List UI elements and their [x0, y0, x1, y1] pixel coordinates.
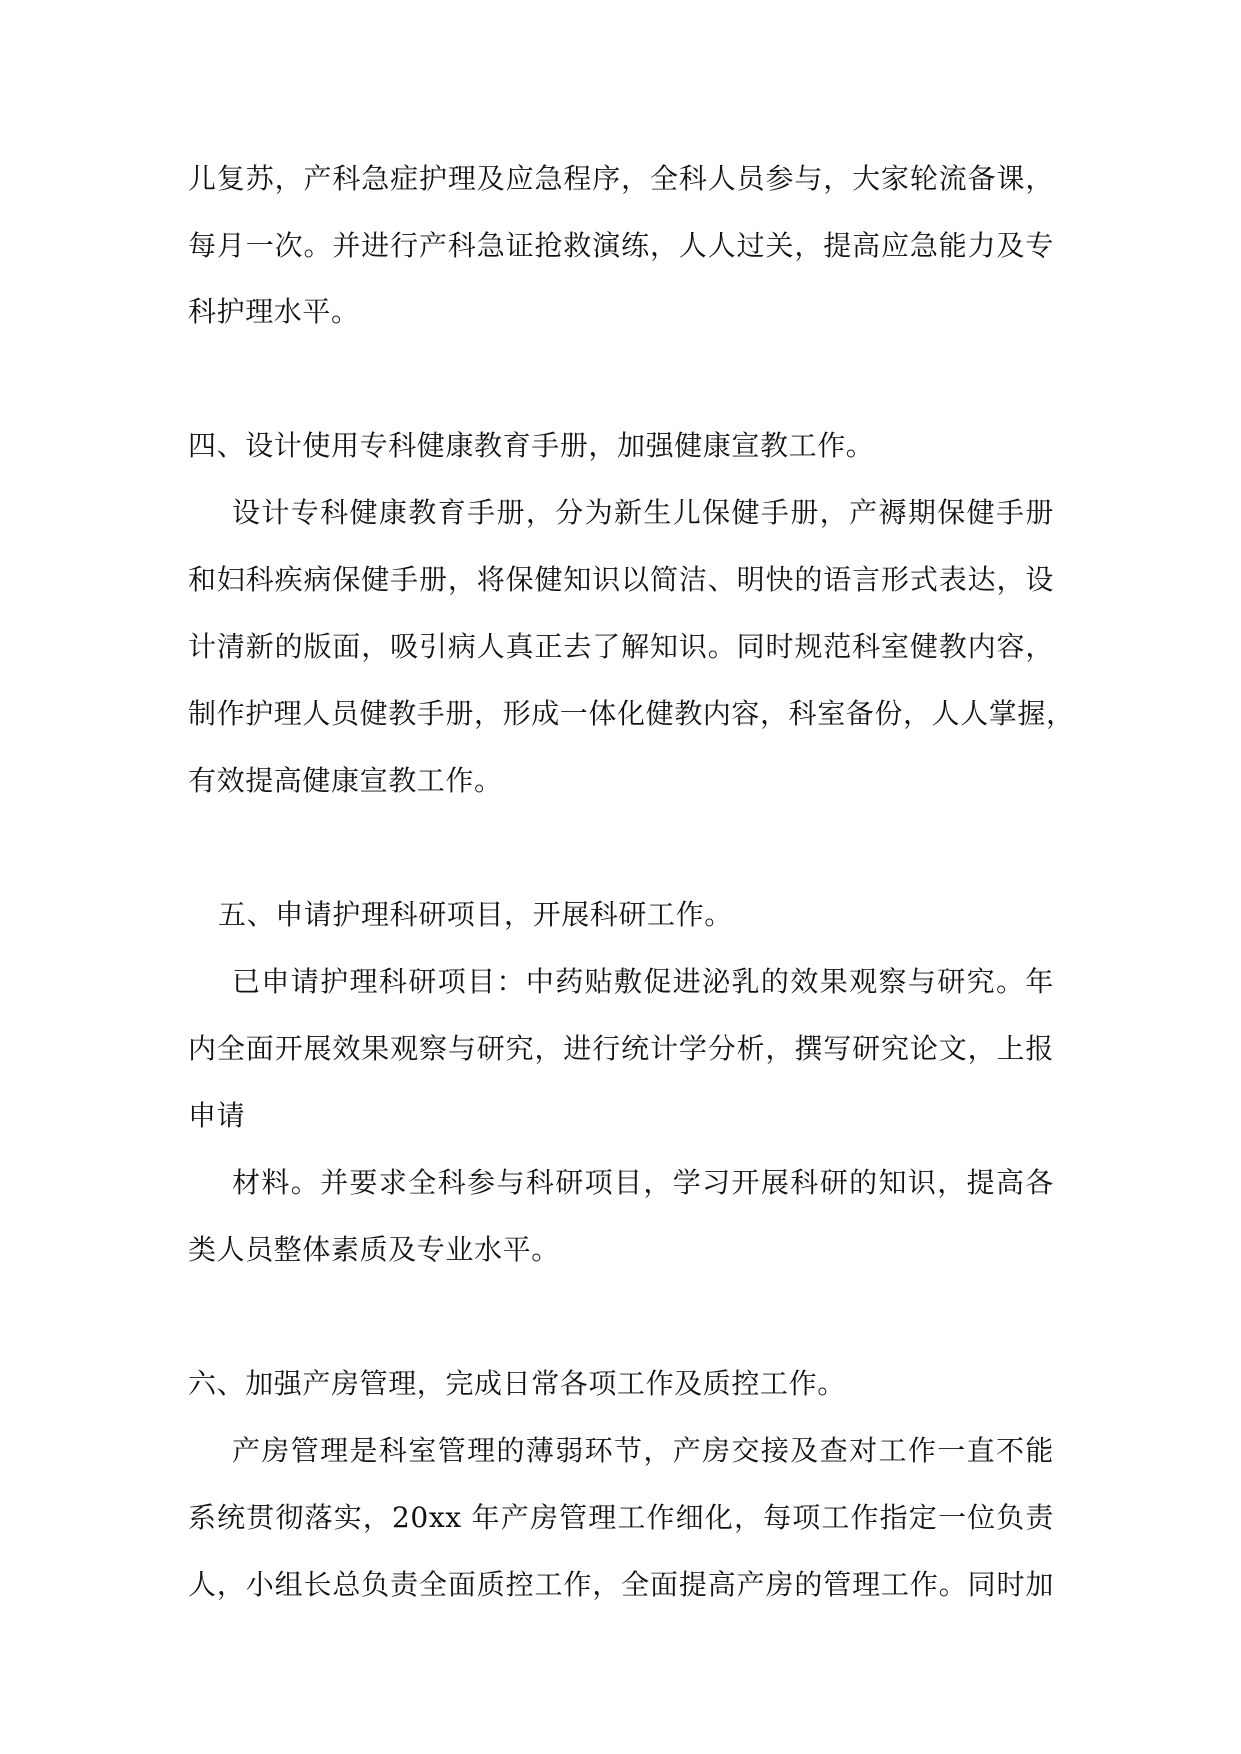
- paragraph-line: 材料。并要求全科参与科研项目，学习开展科研的知识，提高各: [232, 1166, 1054, 1199]
- paragraph-line: 科护理水平。: [188, 295, 360, 328]
- paragraph-line: 申请: [188, 1099, 246, 1132]
- paragraph-line: 系统贯彻落实，20xx 年产房管理工作细化，每项工作指定一位负责: [188, 1501, 1054, 1534]
- paragraph-line: 内全面开展效果观察与研究，进行统计学分析，撰写研究论文，上报: [188, 1032, 1054, 1065]
- paragraph-line: 每月一次。并进行产科急证抢救演练，人人过关，提高应急能力及专: [188, 229, 1054, 262]
- paragraph-line: 儿复苏，产科急症护理及应急程序，全科人员参与，大家轮流备课，: [188, 162, 1054, 195]
- paragraph-line: 制作护理人员健教手册，形成一体化健教内容，科室备份，人人掌握，: [188, 697, 1075, 730]
- section-heading-5: 五、申请护理科研项目，开展科研工作。: [218, 898, 733, 931]
- paragraph-line: 计清新的版面，吸引病人真正去了解知识。同时规范科室健教内容，: [188, 630, 1054, 663]
- paragraph-line: 和妇科疾病保健手册，将保健知识以简洁、明快的语言形式表达，设: [188, 563, 1054, 596]
- paragraph-line: 设计专科健康教育手册，分为新生儿保健手册，产褥期保健手册: [232, 496, 1054, 529]
- section-heading-6: 六、加强产房管理，完成日常各项工作及质控工作。: [188, 1367, 846, 1400]
- section-heading-4: 四、设计使用专科健康教育手册，加强健康宣教工作。: [188, 429, 875, 462]
- paragraph-line: 有效提高健康宣教工作。: [188, 764, 503, 797]
- paragraph-line: 已申请护理科研项目：中药贴敷促进泌乳的效果观察与研究。年: [232, 965, 1054, 998]
- paragraph-line: 产房管理是科室管理的薄弱环节，产房交接及查对工作一直不能: [232, 1434, 1054, 1467]
- paragraph-line: 类人员整体素质及专业水平。: [188, 1233, 560, 1266]
- paragraph-line: 人，小组长总负责全面质控工作，全面提高产房的管理工作。同时加: [188, 1568, 1054, 1601]
